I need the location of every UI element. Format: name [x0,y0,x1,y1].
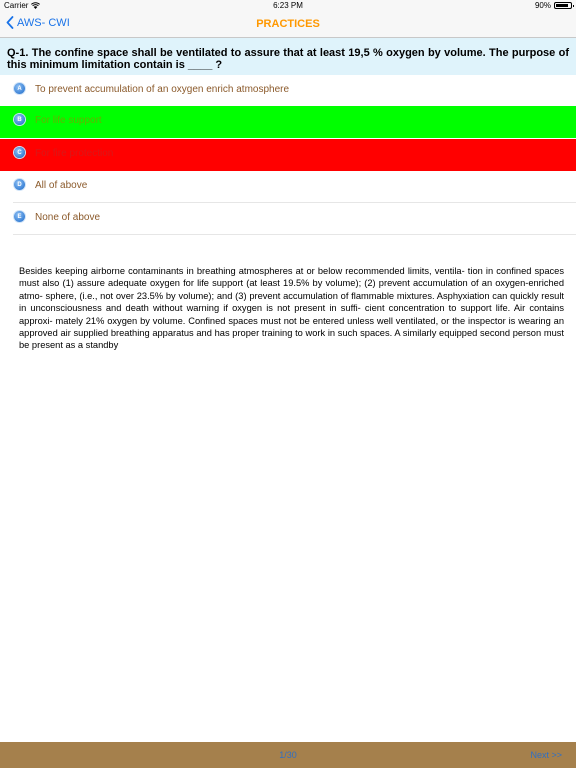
question-box [0,38,576,75]
option-c-text: For fire protection [35,148,114,159]
battery-percent: 90% [534,1,551,10]
option-b-badge-icon: B [14,114,25,125]
battery-level [556,4,568,7]
page-indicator: 1/30 [279,750,297,760]
option-b[interactable] [0,106,576,138]
option-d-text: All of above [35,180,88,191]
option-c-badge-icon: C [14,147,25,158]
option-d[interactable] [0,171,576,203]
battery-icon [554,2,572,9]
option-a[interactable] [0,75,576,107]
battery-info [535,1,572,10]
option-d-badge-icon: D [14,179,25,190]
page-title: PRACTICES [256,18,320,30]
next-button[interactable]: Next >> [530,750,562,760]
option-b-text: For life support [35,115,102,126]
footer-bar [0,742,576,768]
back-button-label: AWS- CWI [17,16,70,29]
option-e-text: None of above [35,212,101,223]
option-c[interactable] [0,139,576,171]
option-e-badge-icon: E [14,211,25,222]
option-divider [13,234,576,235]
status-bar [0,0,576,12]
carrier-label: Carrier [4,1,29,10]
option-a-badge-icon: A [14,83,25,94]
explanation-text: Besides keeping airborne contaminants in breathing atmospheres at or below recommended limits, ventila- tion in confined spaces must also (1) assure adequate oxygen for life support (at least 19.5% by volume); (2) prevent accumulation of an oxygen-enriched atmo- sphere, (i.e., not over 23.5% by volume); and (3) prevent accumulation of flammable mixtures. Asphyxiation can quickly result in unconsciousness and death without warning if oxygen is not present in suffi- cient concentration to support life. Air contains approxi- mately 21% oxygen by volume. Confined spaces must not be entered unless well ventilated, or the inspector is wearing an approved air supplied breathing apparatus and has proper training to work in such spaces. A similarly equipped second person must be present as a standby [19,266,564,351]
option-a-text: To prevent accumulation of an oxygen enrich atmosphere [35,84,290,95]
option-e[interactable] [0,203,576,235]
navigation-bar [0,12,576,38]
question-text: Q-1. The confine space shall be ventilated to assure that at least 19,5 % oxygen by volume. The purpose of this minimum limitation contain is ____ ? [7,47,569,71]
status-time: 6:23 PM [273,1,303,10]
